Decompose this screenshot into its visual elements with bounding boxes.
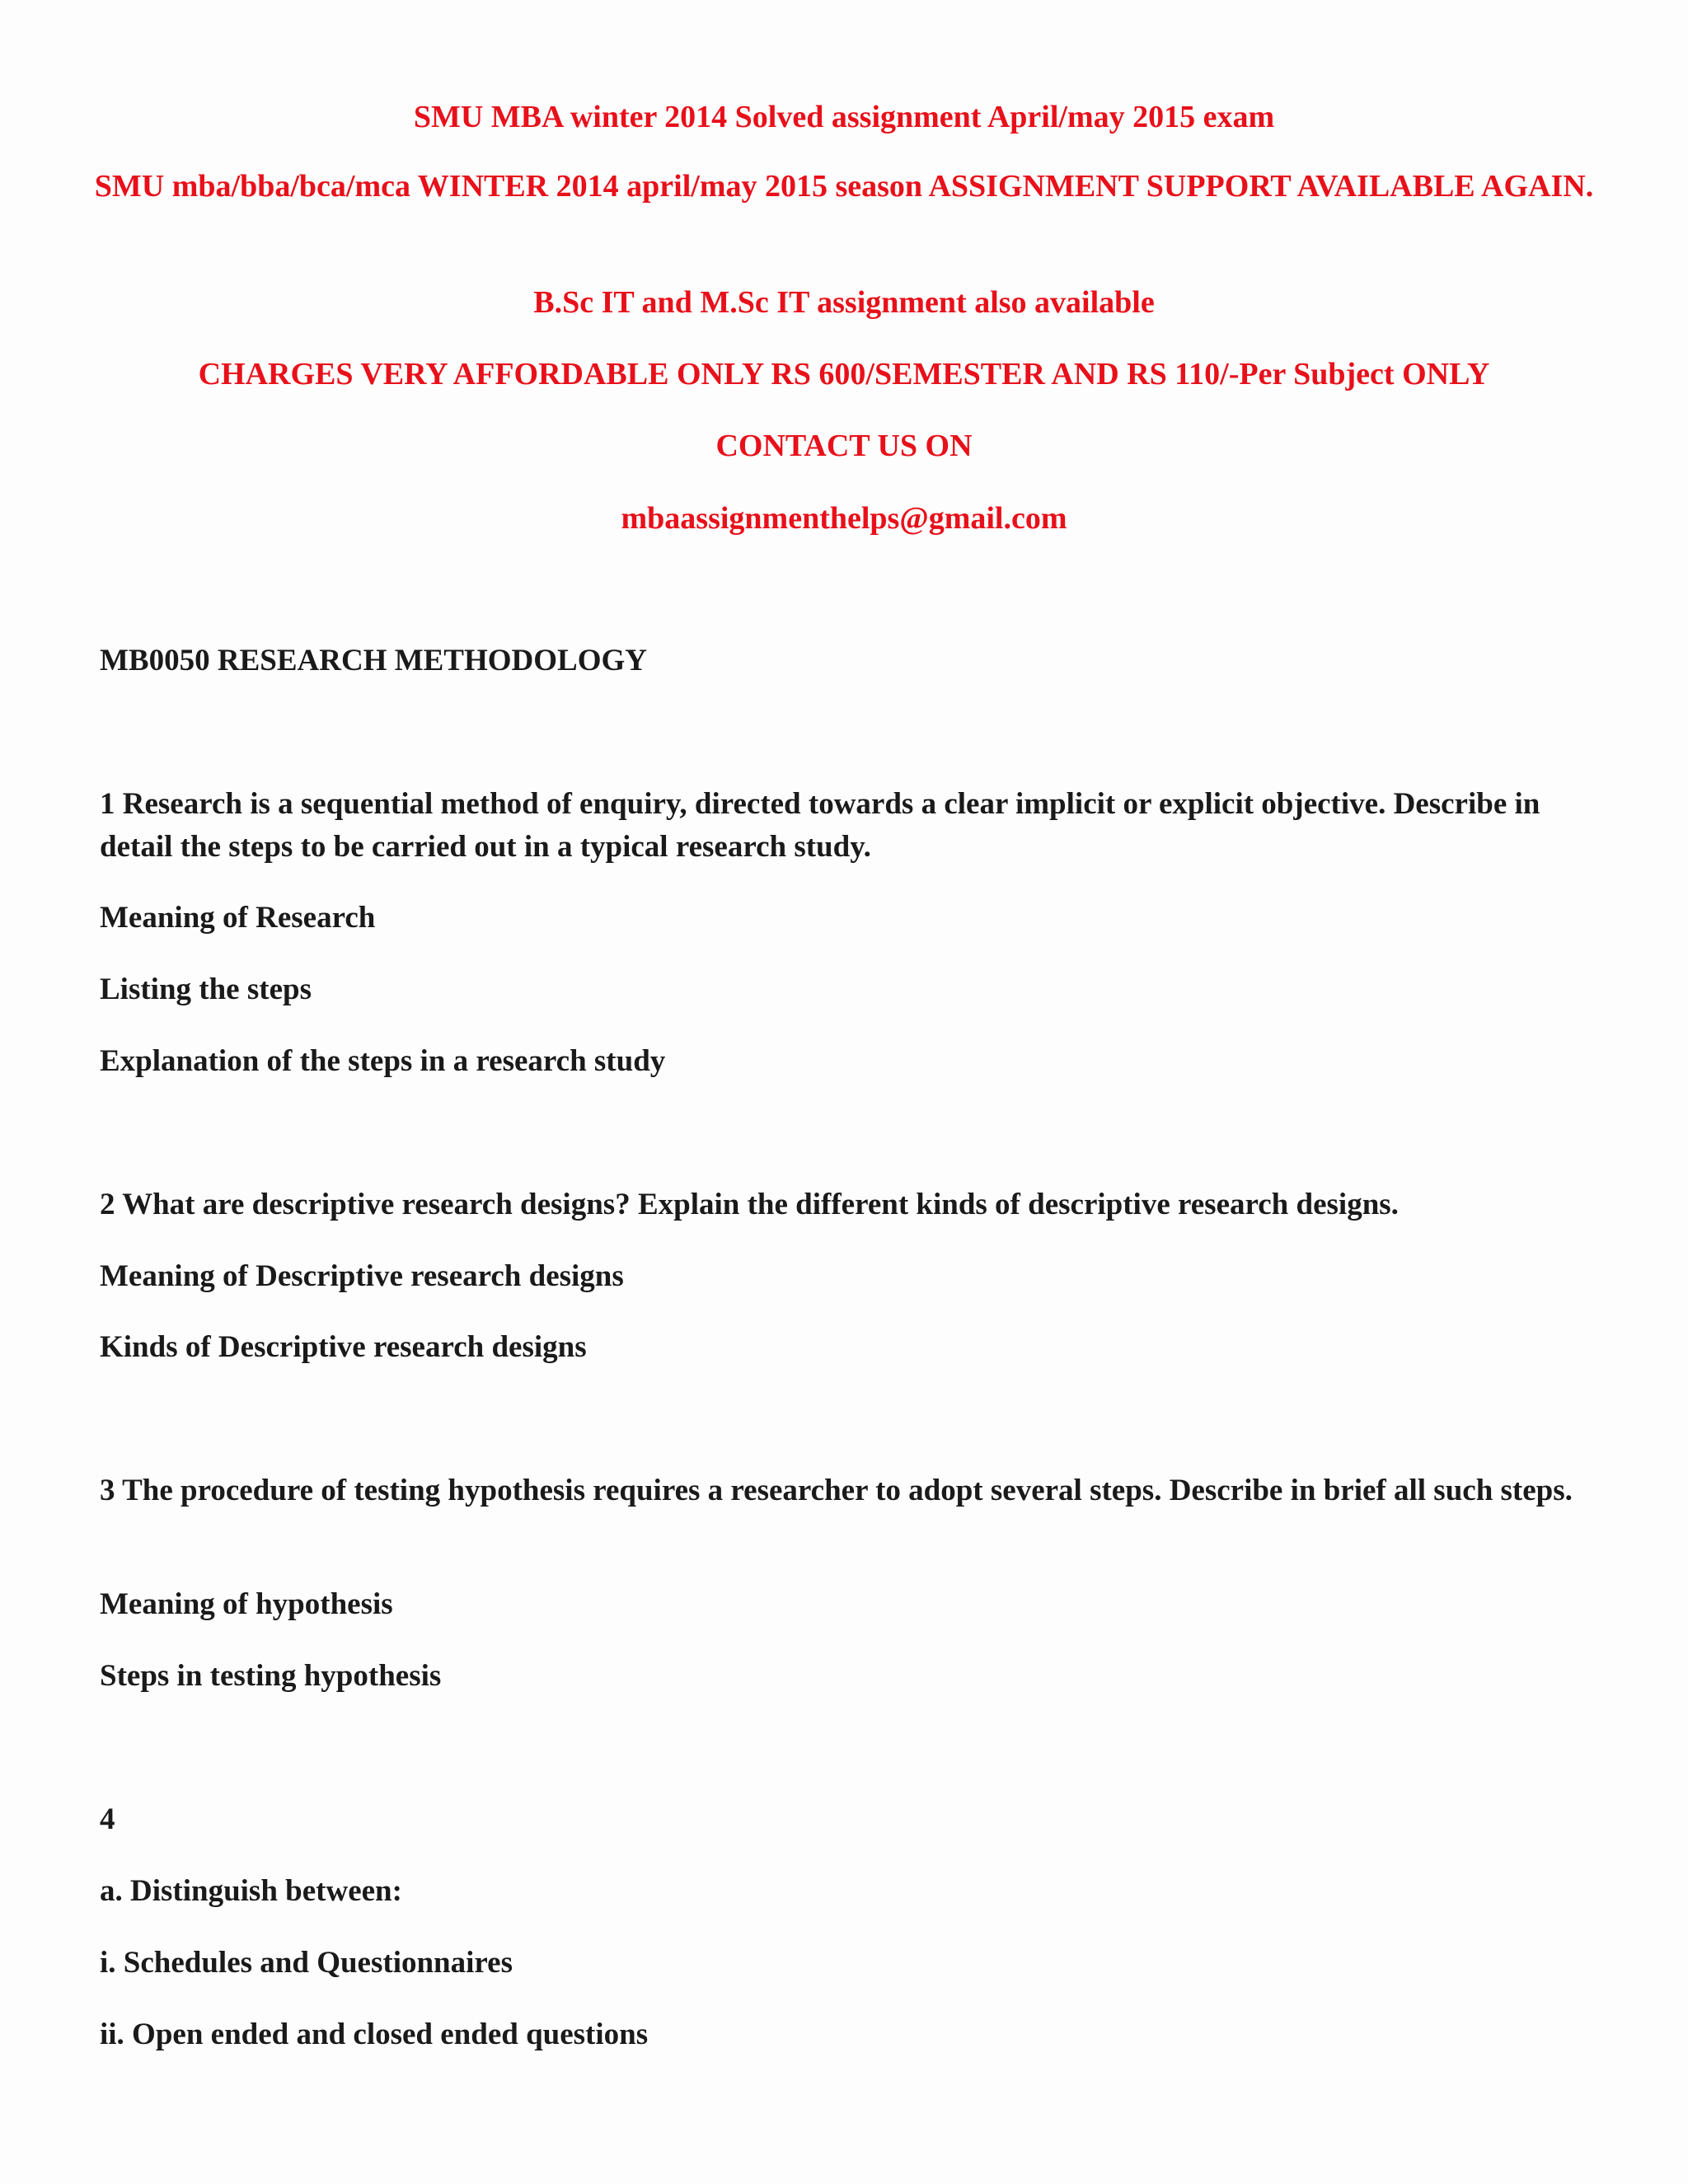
- question-1-point-meaning: Meaning of Research: [100, 901, 376, 935]
- question-4-part-a: a. Distinguish between:: [100, 1874, 402, 1908]
- course-title: MB0050 RESEARCH METHODOLOGY: [100, 644, 647, 677]
- question-2-text: 2 What are descriptive research designs? Explain the different kinds of descriptive research designs.: [100, 1188, 1399, 1221]
- promo-contact-line: CONTACT US ON: [715, 429, 973, 463]
- question-2-point-kinds: Kinds of Descriptive research designs: [100, 1330, 587, 1364]
- promo-support-line: SMU mba/bba/bca/mca WINTER 2014 april/may 2015 season ASSIGNMENT SUPPORT AVAILABLE AGAIN.: [94, 169, 1594, 204]
- question-1-point-listing: Listing the steps: [100, 972, 312, 1006]
- question-3-text: 3 The procedure of testing hypothesis requires a researcher to adopt several steps. Describe in brief all such steps.: [100, 1474, 1573, 1507]
- question-3-point-meaning: Meaning of hypothesis: [100, 1587, 393, 1621]
- promo-charges-line: CHARGES VERY AFFORDABLE ONLY RS 600/SEMESTER AND RS 110/-Per Subject ONLY: [198, 357, 1490, 391]
- contact-email: mbaassignmenthelps@gmail.com: [621, 501, 1067, 536]
- question-4-item-ii: ii. Open ended and closed ended questions: [100, 2018, 649, 2051]
- question-1-text: 1 Research is a sequential method of enquiry, directed towards a clear implicit or explicit objective. Describe in detail the steps to be carried out in a typical research study.: [100, 787, 1540, 864]
- question-4-item-i: i. Schedules and Questionnaires: [100, 1946, 513, 1980]
- question-4-number: 4: [100, 1802, 115, 1836]
- question-2-point-meaning: Meaning of Descriptive research designs: [100, 1259, 624, 1293]
- question-3-point-steps: Steps in testing hypothesis: [100, 1659, 442, 1693]
- promo-bsc-line: B.Sc IT and M.Sc IT assignment also available: [533, 285, 1155, 320]
- promo-title: SMU MBA winter 2014 Solved assignment April/may 2015 exam: [413, 100, 1275, 134]
- question-1-point-explanation: Explanation of the steps in a research study: [100, 1044, 666, 1078]
